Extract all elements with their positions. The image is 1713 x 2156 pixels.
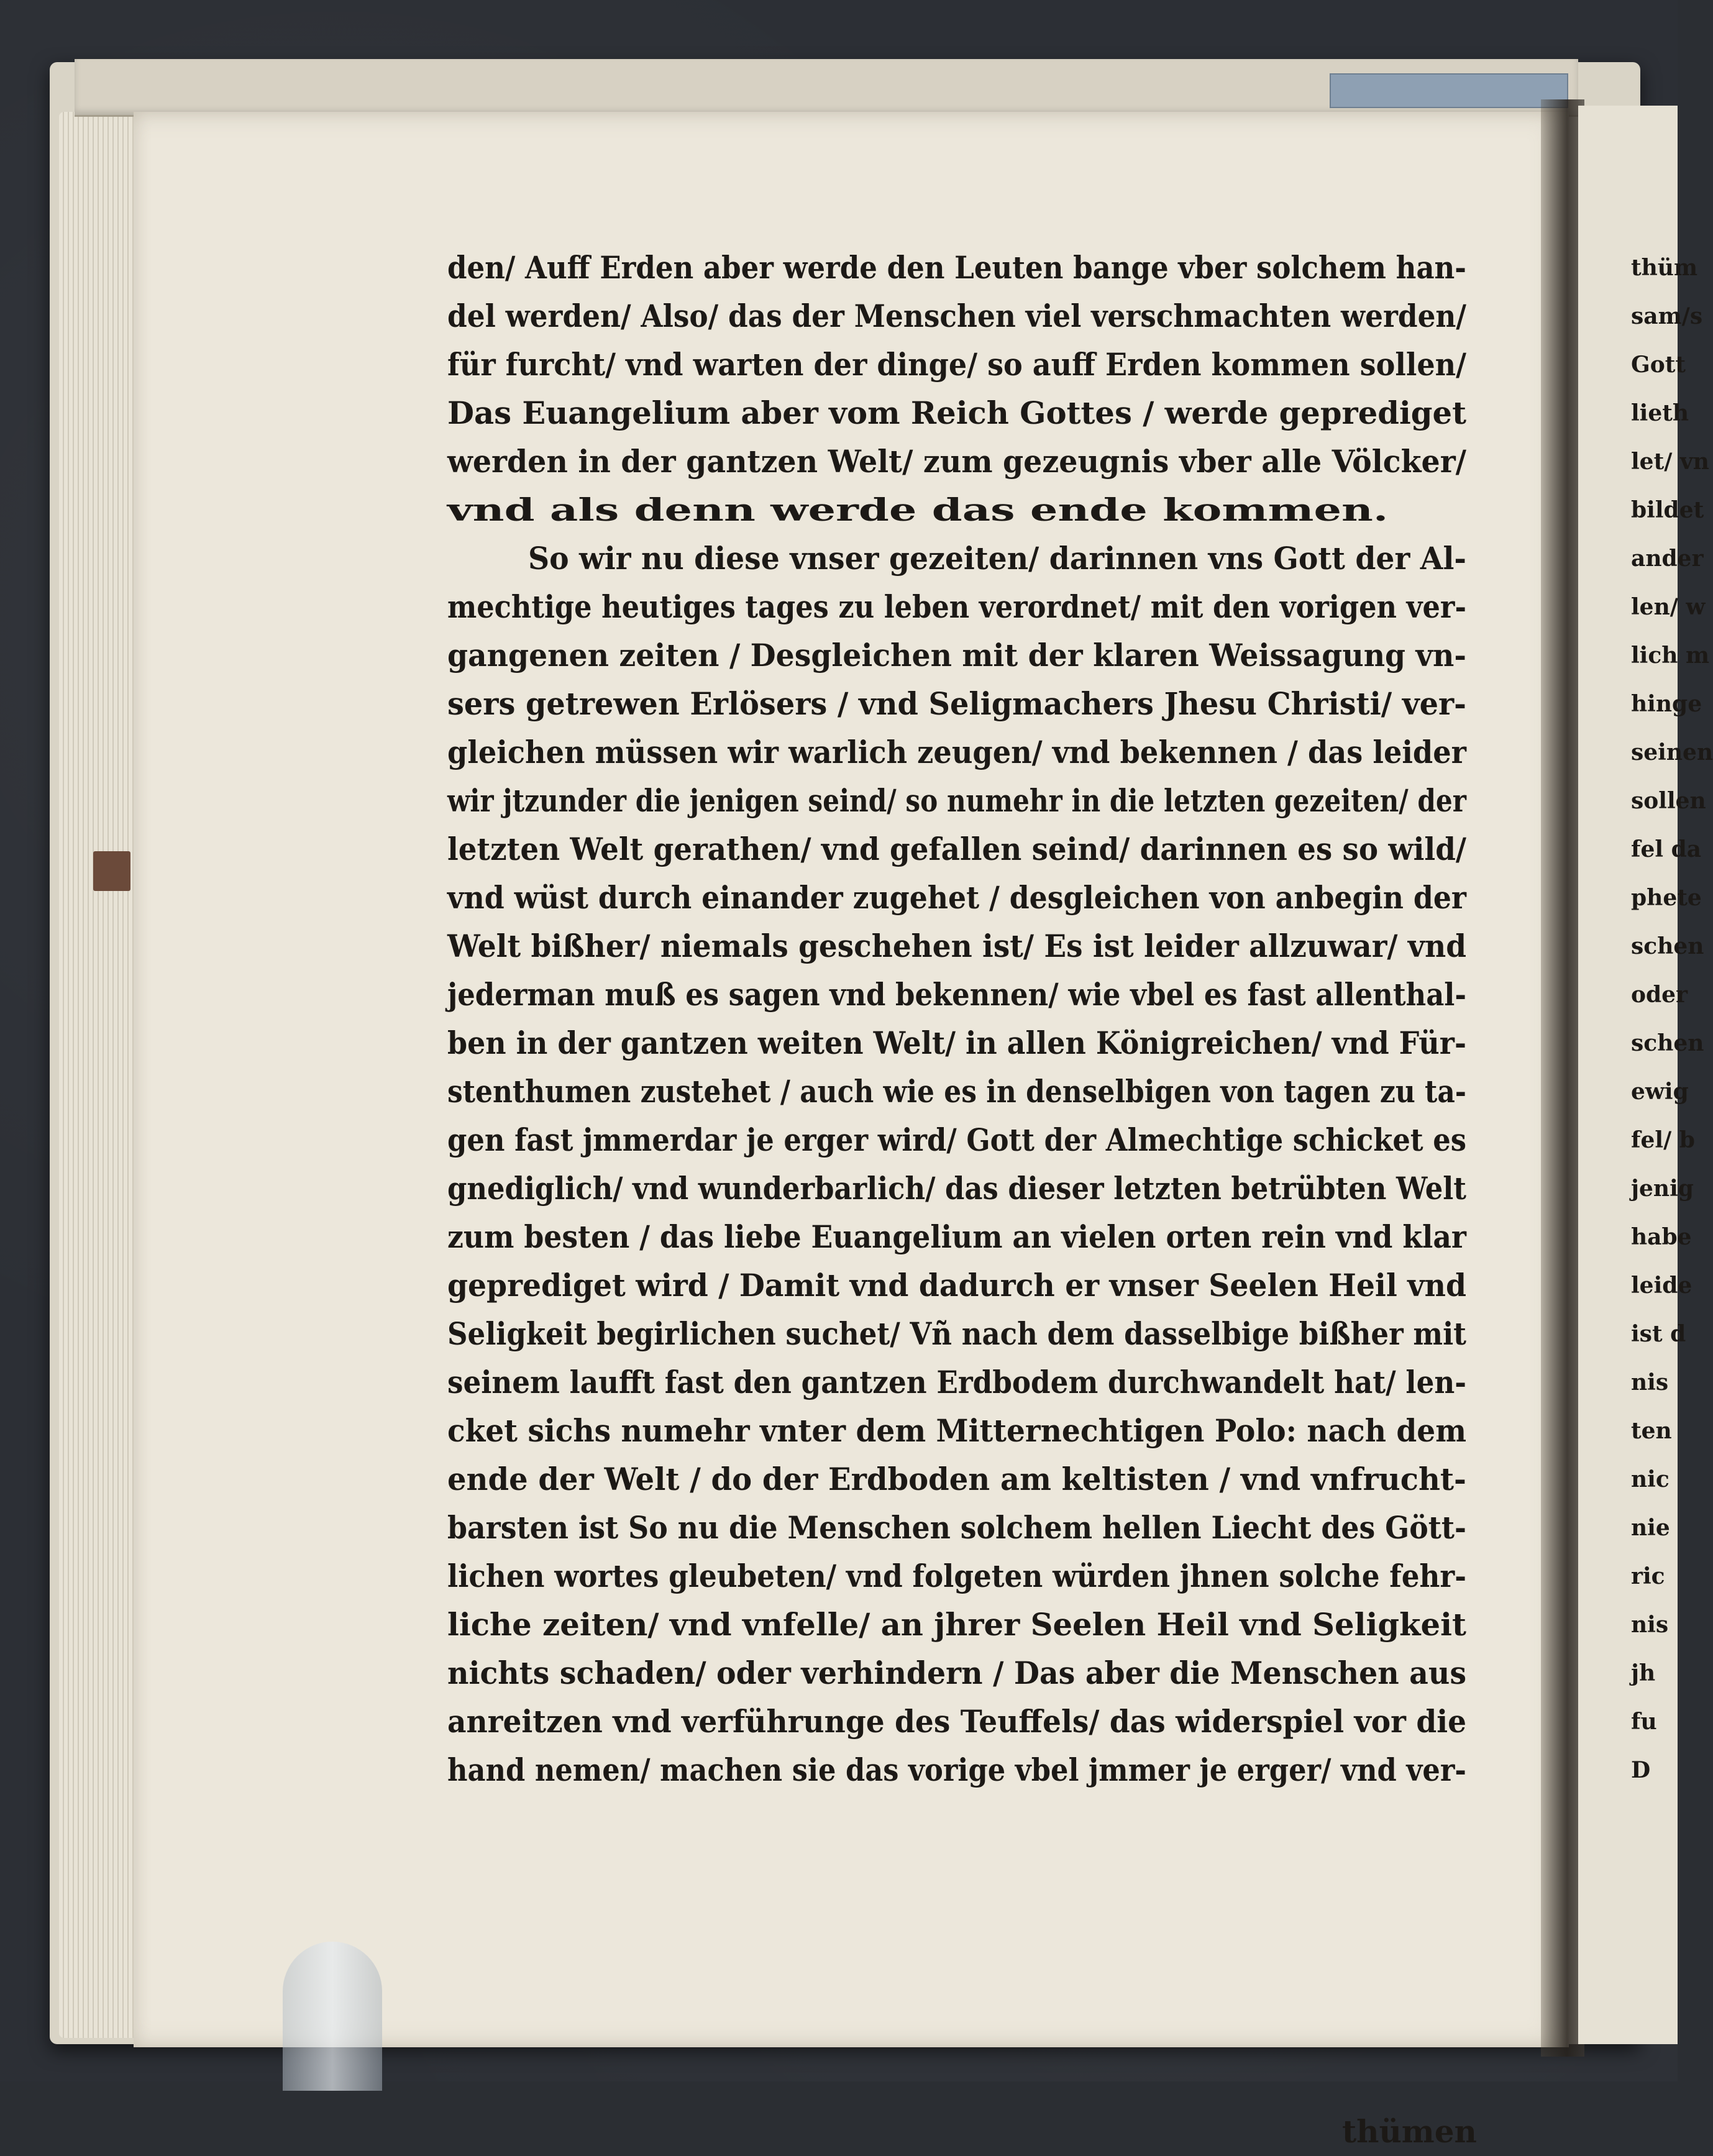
text-line: So wir nu diese vnser gezeiten/ darinnen vns Gott der Al- <box>528 540 1466 577</box>
right-page-fragment: let/ vn <box>1631 449 1709 475</box>
text-line: ben in der gantzen weiten Welt/ in allen Königreichen/ vnd Für- <box>447 1025 1466 1061</box>
binding-strip-marks <box>124 70 1336 101</box>
text-line: gangenen zeiten / Desgleichen mit der klaren Weissagung vn- <box>447 637 1466 674</box>
right-page-fragment: ewig <box>1631 1079 1689 1105</box>
text-line: nichts schaden/ oder verhindern / Das aber die Menschen aus <box>447 1655 1466 1691</box>
text-line: Seligkeit begirlichen suchet/ Vñ nach dem dasselbige bißher mit <box>447 1315 1466 1352</box>
text-line: stenthumen zustehet / auch wie es in denselbigen von tagen zu ta- <box>447 1073 1466 1110</box>
text-line: Welt bißher/ niemals geschehen ist/ Es ist leider allzuwar/ vnd <box>447 928 1466 964</box>
text-line: lichen wortes gleubeten/ vnd folgeten würden jhnen solche fehr- <box>447 1558 1466 1594</box>
text-line: barsten ist So nu die Menschen solchem hellen Liecht des Gött- <box>447 1509 1466 1546</box>
right-page-fragment: seinen <box>1631 739 1713 765</box>
right-page-fragment: lieth <box>1631 400 1689 426</box>
right-page-fragment: sollen <box>1631 788 1706 814</box>
text-line: jederman muß es sagen vnd bekennen/ wie vbel es fast allenthal- <box>447 976 1466 1013</box>
right-page-fragment: fel da <box>1631 836 1702 862</box>
text-line: cket sichs numehr vnter dem Mitternechtigen Polo: nach dem <box>447 1412 1466 1449</box>
text-line: werden in der gantzen Welt/ zum gezeugnis vber alle Völcker/ <box>447 443 1466 480</box>
text-line: gnediglich/ vnd wunderbarlich/ das dieser letzten betrübten Welt <box>447 1170 1466 1207</box>
catchword: thümen <box>1342 2113 1477 2150</box>
right-page-fragment: ric <box>1631 1563 1665 1589</box>
text-line: vnd als denn werde das ende kommen. <box>447 491 1389 528</box>
text-line: mechtige heutiges tages zu leben verordnet/ mit den vorigen ver- <box>447 588 1466 625</box>
right-page-fragment: ander <box>1631 546 1704 572</box>
right-page-fragment: nic <box>1631 1466 1670 1492</box>
text-line: liche zeiten/ vnd vnfelle/ an jhrer Seelen Heil vnd Seligkeit <box>447 1606 1466 1643</box>
text-line: gleichen müssen wir warlich zeugen/ vnd bekennen / das leider <box>447 734 1466 770</box>
text-line: zum besten / das liebe Euangelium an vielen orten rein vnd klar <box>447 1218 1466 1255</box>
right-page-fragment: ist d <box>1631 1321 1686 1347</box>
text-line: gen fast jmmerdar je erger wird/ Gott der Almechtige schicket es <box>447 1121 1466 1158</box>
right-page-fragment: schen <box>1631 1030 1704 1056</box>
right-page-fragment: fu <box>1631 1709 1657 1735</box>
right-page-fragment: jh <box>1631 1660 1656 1686</box>
text-line: letzten Welt gerathen/ vnd gefallen seind/ darinnen es so wild/ <box>447 831 1466 867</box>
right-page-fragment: nis <box>1631 1369 1669 1395</box>
right-page-fragment: ten <box>1631 1418 1672 1444</box>
text-line: wir jtzunder die jenigen seind/ so numehr in die letzten gezeiten/ der <box>447 782 1466 819</box>
right-page-fragment: Gott <box>1631 352 1686 378</box>
text-line: den/ Auff Erden aber werde den Leuten bange vber solchem han- <box>447 249 1466 286</box>
right-page-fragment: nie <box>1631 1515 1670 1541</box>
right-page-fragment: lich m <box>1631 642 1710 669</box>
right-page-fragment: D <box>1631 1757 1651 1783</box>
text-line: del werden/ Also/ das der Menschen viel verschmachten werden/ <box>447 298 1466 334</box>
right-page-fragment: bildet <box>1631 497 1704 523</box>
text-line: sers getrewen Erlösers / vnd Seligmachers Jhesu Christi/ ver- <box>447 685 1466 722</box>
right-page-fragment: len/ w <box>1631 594 1706 620</box>
text-line: seinem laufft fast den gantzen Erdbodem durchwandelt hat/ len- <box>447 1364 1466 1400</box>
right-page-fragment: sam/s <box>1631 303 1703 329</box>
page-edges <box>59 112 146 2038</box>
text-line: anreitzen vnd verführunge des Teuffels/ das widerspiel vor die <box>447 1703 1466 1740</box>
right-page-fragment: thüm <box>1631 255 1698 281</box>
right-page-fragment: schen <box>1631 933 1704 959</box>
right-page-fragment: jenig <box>1631 1176 1694 1202</box>
text-line: ende der Welt / do der Erdboden am keltisten / vnd vnfrucht- <box>447 1461 1466 1497</box>
right-page-text <box>1631 244 1713 1794</box>
right-page-fragment: oder <box>1631 982 1688 1008</box>
right-page-fragment: nis <box>1631 1612 1669 1638</box>
right-page-fragment: phete <box>1631 885 1702 911</box>
right-page-fragment: fel/ b <box>1631 1127 1695 1153</box>
right-page-fragment: leide <box>1631 1272 1692 1299</box>
page-text <box>447 244 1466 1794</box>
page-clip <box>93 851 130 891</box>
text-line: für furcht/ vnd warten der dinge/ so auff Erden kommen sollen/ <box>447 346 1466 383</box>
text-line: vnd wüst durch einander zugehet / desgleichen von anbegin der <box>447 879 1466 916</box>
right-page-fragment: habe <box>1631 1224 1692 1250</box>
text-line: geprediget wird / Damit vnd dadurch er vnser Seelen Heil vnd <box>447 1267 1466 1304</box>
right-page-fragment: hinge <box>1631 691 1702 717</box>
page-holder <box>283 1942 382 2091</box>
blue-tab <box>1330 73 1568 108</box>
text-line: Das Euangelium aber vom Reich Gottes / werde geprediget <box>447 395 1466 431</box>
text-line: hand nemen/ machen sie das vorige vbel jmmer je erger/ vnd ver- <box>447 1752 1466 1788</box>
